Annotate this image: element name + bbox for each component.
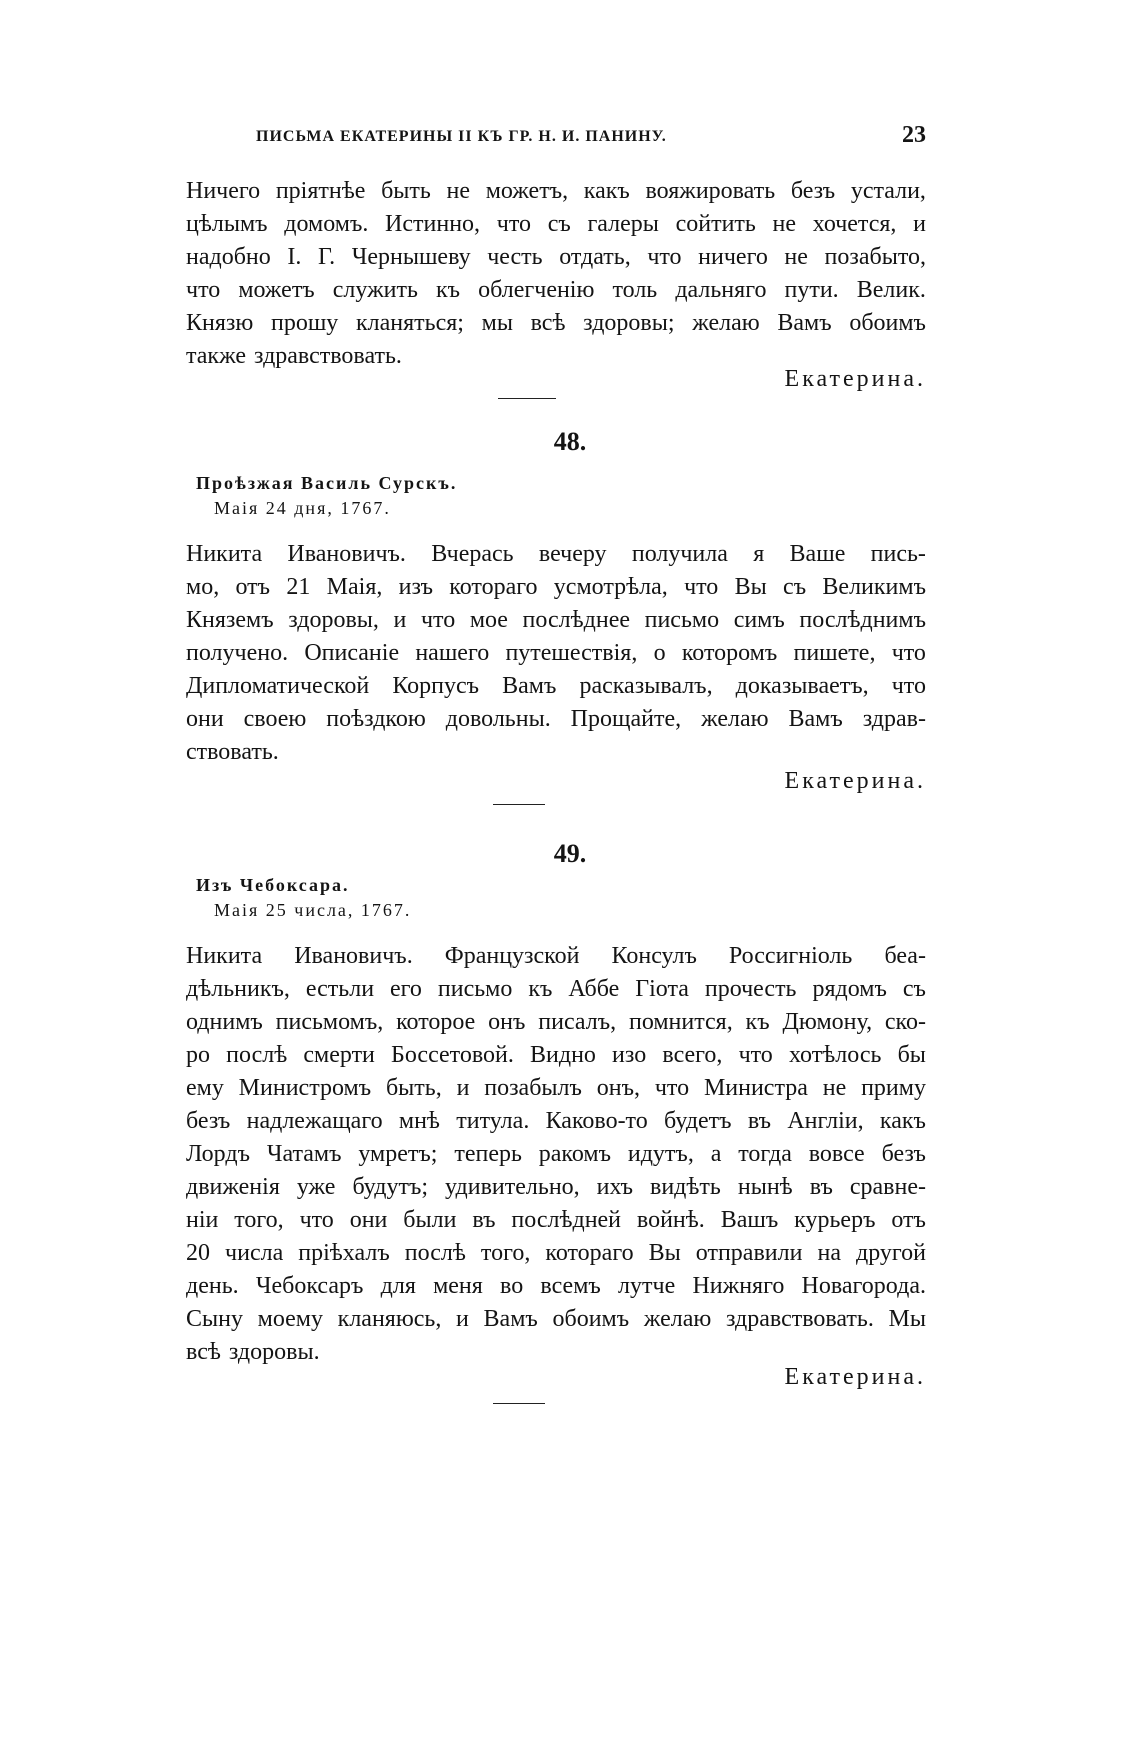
word: они [349, 1207, 388, 1233]
text-line [186, 274, 926, 307]
word: Г. [317, 244, 336, 270]
word: числа [225, 1240, 284, 1266]
word: пишете, [793, 640, 876, 666]
text-line [186, 1138, 926, 1171]
word: однимъ [186, 1009, 263, 1035]
word: Вамъ [777, 310, 832, 336]
word: его [390, 976, 422, 1002]
text-line [186, 1006, 926, 1039]
word: видѣть [650, 1174, 721, 1200]
word: Вы [648, 1240, 681, 1266]
word: здравствовать. [254, 343, 402, 369]
word: съ [902, 976, 926, 1002]
word: Маія, [326, 574, 383, 600]
word: Великимъ [822, 574, 926, 600]
word: послѣдней [511, 1207, 622, 1233]
word: бы [897, 1042, 926, 1068]
word: ствовать. [186, 739, 279, 765]
word: здоровы. [228, 1339, 320, 1365]
word: безъ [881, 1141, 926, 1167]
word: цѣлымъ [186, 211, 268, 237]
word: нынѣ [737, 1174, 793, 1200]
word: я [753, 541, 765, 567]
word: здрав- [862, 706, 926, 732]
word: толь [612, 277, 658, 303]
word: честь [487, 244, 543, 270]
word: Вамъ [788, 706, 843, 732]
word: Новагорода. [801, 1273, 926, 1299]
word: въ [809, 1174, 833, 1200]
word: домомъ. [284, 211, 369, 237]
word: что [647, 244, 682, 270]
word: другой [856, 1240, 926, 1266]
word: послѣднимъ [799, 607, 926, 633]
word: онъ, [596, 1075, 641, 1101]
word: хочется, [812, 211, 897, 237]
word: а [710, 1141, 722, 1167]
word: ніи [186, 1207, 219, 1233]
section-divider [498, 398, 556, 399]
word: мнѣ [398, 1108, 440, 1134]
word: войнѣ. [636, 1207, 705, 1233]
word: теперь [454, 1141, 522, 1167]
letter-48-body [186, 538, 926, 769]
word: удивительно, [445, 1174, 580, 1200]
text-line [186, 1039, 926, 1072]
word: идутъ, [627, 1141, 694, 1167]
word: что [738, 1042, 773, 1068]
word: мы [481, 310, 513, 336]
text-line [186, 973, 926, 1006]
word: которомъ [681, 640, 778, 666]
word: Англіи, [787, 1108, 864, 1134]
word: облегченію [478, 277, 595, 303]
word: Вашъ [720, 1207, 779, 1233]
word: Корпусъ [392, 673, 480, 699]
word: Никита [186, 943, 263, 969]
word: что [299, 1207, 334, 1233]
letter-place: Изъ Чебоксара. [196, 875, 350, 895]
word: всѣ [530, 310, 566, 336]
word: къ [436, 277, 461, 303]
word: письмо [437, 976, 513, 1002]
word: расказывалъ, [579, 673, 713, 699]
word: позабыто, [824, 244, 926, 270]
word: Описаніе [304, 640, 400, 666]
page-header [186, 122, 926, 152]
text-line [186, 604, 926, 637]
word: титула. [456, 1108, 530, 1134]
word: устали, [850, 178, 926, 204]
signature: Екатерина. [784, 366, 926, 392]
word: моему [257, 1306, 323, 1332]
word: пріятнѣе [275, 178, 366, 204]
text-line [186, 736, 926, 769]
text-line [186, 307, 926, 340]
word: ракомъ [538, 1141, 612, 1167]
word: послѣ [404, 1240, 466, 1266]
word: не [822, 1075, 847, 1101]
word: быть, [385, 1075, 442, 1101]
text-line [186, 1270, 926, 1303]
letter-date: Маія 24 дня, 1767. [214, 498, 391, 518]
word: Чернышеву [351, 244, 471, 270]
word: какъ [879, 1108, 926, 1134]
word: Лордъ [186, 1141, 250, 1167]
word: Ничего [186, 178, 261, 204]
word: довольны. [445, 706, 551, 732]
word: Министромъ [238, 1075, 372, 1101]
word: изо [612, 1042, 647, 1068]
word: І. [287, 244, 302, 270]
section-divider [493, 804, 545, 805]
word: онъ [488, 1009, 526, 1035]
running-title: ПИСЬМА ЕКАТЕРИНЫ II КЪ ГР. Н. И. ПАНИНУ. [256, 128, 667, 145]
word: надобно [186, 244, 271, 270]
word: получила [631, 541, 728, 567]
word: которое [396, 1009, 476, 1035]
word: послѣднее [522, 607, 631, 633]
page-number: 23 [902, 122, 926, 148]
word: ничего [698, 244, 768, 270]
word: сравне- [849, 1174, 926, 1200]
word: желаю [692, 310, 760, 336]
word: мое [469, 607, 508, 633]
text-line [186, 208, 926, 241]
word: Россигніоль [728, 943, 853, 969]
word: умретъ; [358, 1141, 438, 1167]
word: хотѣлось [788, 1042, 882, 1068]
word: обоимъ [552, 1306, 630, 1332]
letter-49-body [186, 940, 926, 1369]
text-line [186, 1072, 926, 1105]
word: всемъ [540, 1273, 601, 1299]
word: Ивановичъ. [294, 943, 413, 969]
letter-number: 49. [553, 839, 587, 868]
word: съ [783, 574, 807, 600]
letter-date: Маія 25 числа, 1767. [214, 900, 412, 920]
word: Чатамъ [266, 1141, 342, 1167]
word: что [186, 277, 221, 303]
word: всѣ [186, 1339, 221, 1365]
signature: Екатерина. [784, 1364, 926, 1390]
word: Боссетовой. [391, 1042, 514, 1068]
word: во [500, 1273, 524, 1299]
word: Гіота [635, 976, 689, 1002]
text-line [186, 1303, 926, 1336]
word: безъ [186, 1108, 231, 1134]
word: сойтить [675, 211, 756, 237]
word: Французской [444, 943, 580, 969]
letter-dateline [196, 471, 457, 521]
word: Ваше [789, 541, 846, 567]
word: кланяюсь, [337, 1306, 442, 1332]
word: будетъ [664, 1108, 732, 1134]
word: также [186, 343, 247, 369]
word: что [420, 607, 456, 633]
word: въ [747, 1108, 772, 1134]
word: Истинно, [385, 211, 481, 237]
word: получено. [186, 640, 289, 666]
word: пись- [870, 541, 926, 567]
word: смерти [303, 1042, 375, 1068]
word: съ [547, 211, 571, 237]
word: что [496, 211, 531, 237]
word: курьеръ [794, 1207, 876, 1233]
word: Чебоксаръ [255, 1273, 364, 1299]
letter-number: 48. [553, 427, 587, 456]
word: Князю [186, 310, 254, 336]
word: можетъ [238, 277, 315, 303]
word: они [186, 706, 224, 732]
word: и [456, 1075, 470, 1101]
word: ихъ [596, 1174, 633, 1200]
word: Дюмону, [782, 1009, 873, 1035]
word: помнится, [628, 1009, 733, 1035]
text-line [186, 940, 926, 973]
letter-place: Проѣзжая Василь Сурскъ. [196, 473, 458, 493]
word: доказываетъ, [735, 673, 869, 699]
text-line [186, 670, 926, 703]
word: дѣльникъ, [186, 976, 290, 1002]
word: рядомъ [812, 976, 887, 1002]
word: Велик. [856, 277, 926, 303]
word: естьли [305, 976, 375, 1002]
word: желаю [643, 1306, 712, 1332]
word: котораго [545, 1240, 634, 1266]
word: того, [234, 1207, 284, 1233]
word: прочесть [704, 976, 797, 1002]
section-divider [493, 1403, 545, 1404]
word: изъ [398, 574, 433, 600]
word: Вчерась [431, 541, 514, 567]
word: путешествія, [505, 640, 638, 666]
letter-dateline [196, 873, 411, 923]
word: уже [296, 1174, 336, 1200]
word: не [772, 211, 797, 237]
word: здравствовать. [725, 1306, 874, 1332]
word: вовсе [808, 1141, 865, 1167]
word: къ [528, 976, 553, 1002]
word: того, [480, 1240, 531, 1266]
word: Прощайте, [570, 706, 682, 732]
word: своею [243, 706, 307, 732]
word: тогда [738, 1141, 792, 1167]
word: мо, [186, 574, 220, 600]
text-line [186, 175, 926, 208]
word: отъ [891, 1207, 926, 1233]
word: были [403, 1207, 457, 1233]
word: 20 [186, 1240, 210, 1266]
text-line [186, 637, 926, 670]
word: Видно [530, 1042, 596, 1068]
word: Нижняго [692, 1273, 785, 1299]
word: кланяться; [355, 310, 464, 336]
word: ско- [884, 1009, 926, 1035]
word: отдать, [559, 244, 631, 270]
word: что [654, 1075, 690, 1101]
word: вечеру [538, 541, 607, 567]
word: лутче [618, 1273, 676, 1299]
word: для [380, 1273, 416, 1299]
text-line [186, 1237, 926, 1270]
word: всего, [662, 1042, 723, 1068]
word: обоимъ [849, 310, 926, 336]
word: отъ [235, 574, 271, 600]
word: въ [472, 1207, 496, 1233]
word: позабылъ [484, 1075, 582, 1101]
word: письмо [644, 607, 720, 633]
word: пріѣхалъ [298, 1240, 390, 1266]
word: не [784, 244, 808, 270]
word: Никита [186, 541, 263, 567]
word: поѣздкою [326, 706, 426, 732]
word: Ивановичъ. [287, 541, 406, 567]
word: здоровы; [583, 310, 675, 336]
word: вояжировать [645, 178, 776, 204]
word: и [393, 607, 407, 633]
word: что [891, 640, 926, 666]
word: Дипломатической [186, 673, 370, 699]
word: приму [861, 1075, 926, 1101]
word: 21 [286, 574, 311, 600]
word: къ [745, 1009, 770, 1035]
word: здоровы, [288, 607, 379, 633]
word: нашего [415, 640, 490, 666]
word: пути. [784, 277, 839, 303]
word: что [891, 673, 926, 699]
text-line [186, 1171, 926, 1204]
word: будутъ; [352, 1174, 429, 1200]
signature: Екатерина. [784, 768, 926, 794]
word: Вамъ [483, 1306, 538, 1332]
word: симъ [733, 607, 785, 633]
word: и [456, 1306, 469, 1332]
word: Мы [888, 1306, 926, 1332]
word: Вамъ [502, 673, 557, 699]
word: о [653, 640, 666, 666]
word: и [913, 211, 926, 237]
word: Консулъ [611, 943, 697, 969]
word: беа- [884, 943, 926, 969]
text-line [186, 1105, 926, 1138]
word: можетъ, [485, 178, 569, 204]
word: ему [186, 1075, 224, 1101]
word: прошу [270, 310, 339, 336]
letter-47-continuation [186, 175, 926, 373]
word: меня [433, 1273, 483, 1299]
word: не [446, 178, 471, 204]
word: Княземъ [186, 607, 274, 633]
word: безъ [790, 178, 836, 204]
word: Аббе [568, 976, 620, 1002]
word: писалъ, [538, 1009, 617, 1035]
word: желаю [701, 706, 769, 732]
word: дальняго [675, 277, 767, 303]
word: усмотрѣла, [553, 574, 668, 600]
word: быть [381, 178, 431, 204]
word: котораго [449, 574, 538, 600]
word: день. [186, 1273, 239, 1299]
word: письмомъ, [275, 1009, 384, 1035]
word: какъ [583, 178, 630, 204]
word: Вы [734, 574, 767, 600]
word: отправили [695, 1240, 803, 1266]
word: Каково-то [545, 1108, 648, 1134]
word: служить [332, 277, 418, 303]
word: галеры [587, 211, 659, 237]
word: ро [186, 1042, 210, 1068]
text-line [186, 703, 926, 736]
text-line [186, 1204, 926, 1237]
word: Сыну [186, 1306, 243, 1332]
word: надлежащаго [246, 1108, 383, 1134]
word: что [684, 574, 719, 600]
word: движенія [186, 1174, 280, 1200]
text-line [186, 241, 926, 274]
word: послѣ [226, 1042, 288, 1068]
word: Министра [703, 1075, 808, 1101]
text-line [186, 571, 926, 604]
text-line [186, 538, 926, 571]
word: на [817, 1240, 841, 1266]
